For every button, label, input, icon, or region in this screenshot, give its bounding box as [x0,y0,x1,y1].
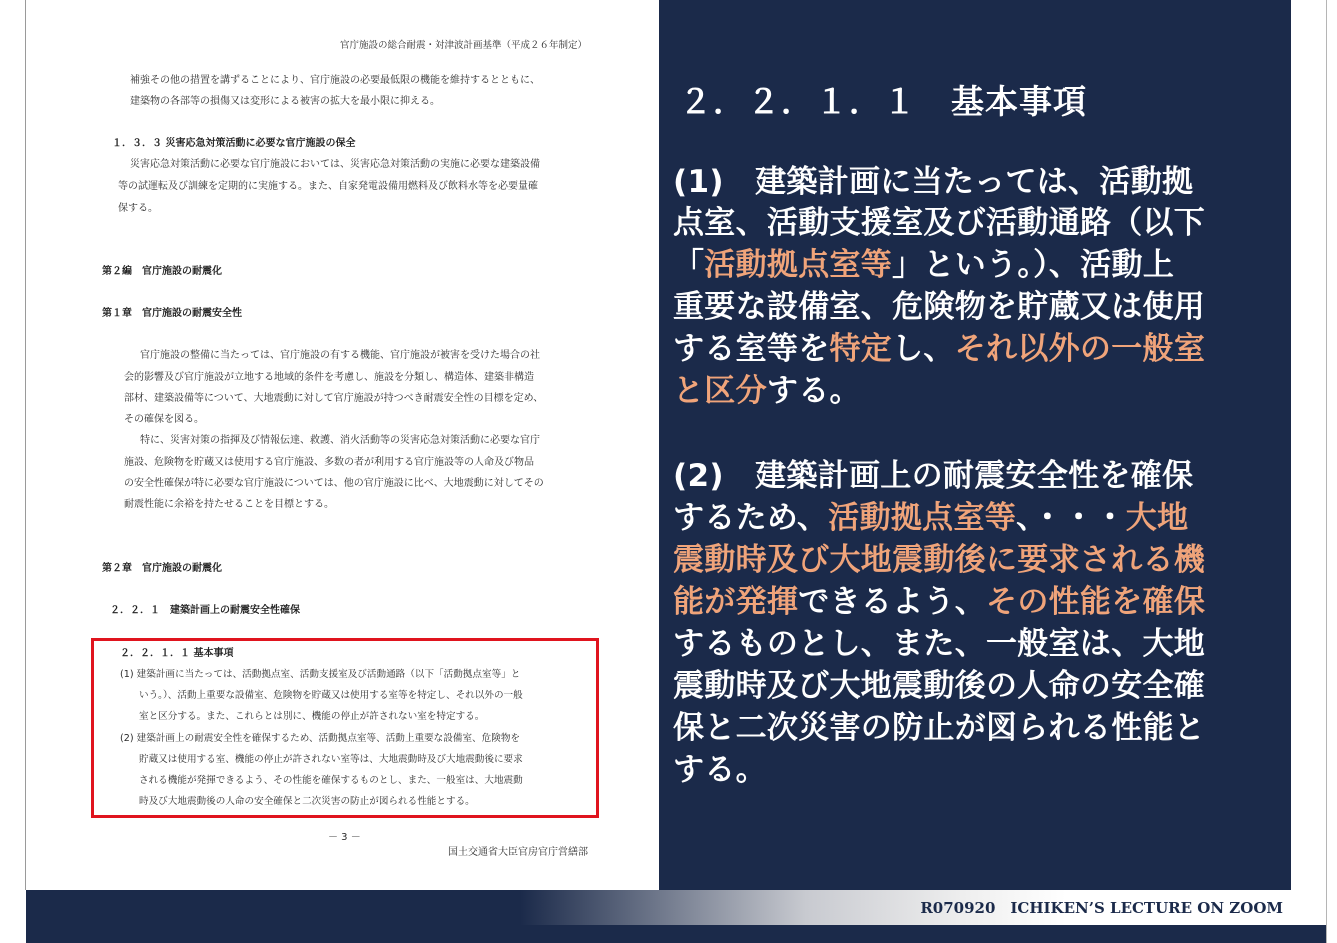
panel-line: 「活動拠点室等」という。）、活動上 [673,247,1175,283]
panel-line: (1) 建築計画に当たっては、活動拠 [673,164,1194,200]
doc-line: 室と区分する。また、これらとは別に、機能の停止が許されない室を特定する。 [139,711,485,722]
doc-line: される機能が発揮できるよう、その性能を確保するものとし、また、一般室は、大地震動 [139,775,523,786]
page-number: － 3 － [328,832,361,843]
doc-subsection-heading: ２．２．１．１ 基本事項 [120,648,234,659]
panel-line: 震動時及び大地震動後の人命の安全確 [673,668,1206,704]
doc-part-heading: 第２編 官庁施設の耐震化 [102,266,222,277]
doc-line: その確保を図る。 [124,414,204,425]
panel-line: するものとし、また、一般室は、大地 [673,626,1206,662]
doc-section-heading: ２．２．１ 建築計画上の耐震安全性確保 [110,605,300,616]
panel-line: 重要な設備室、危険物を貯蔵又は使用 [673,289,1206,325]
highlight-text: それ以外の一般室 [954,331,1206,367]
right-border-line [1326,0,1327,943]
doc-line: 会的影響及び官庁施設が立地する地域的条件を考慮し、施設を分類し、構造体、建築非構造 [124,372,534,383]
doc-line: 保する。 [118,203,158,214]
doc-chapter-heading: 第２章 官庁施設の耐震化 [102,563,222,574]
doc-line: の安全性確保が特に必要な官庁施設については、他の官庁施設に比べ、大地震動に対してその [124,478,544,489]
explanation-panel [659,0,1291,890]
panel-line: する室等を特定し、それ以外の一般室 [673,331,1206,367]
footer-text: R070920 ICHIKEN’S LECTURE ON ZOOM [920,899,1283,917]
doc-publisher: 国土交通省大臣官房官庁営繕部 [448,847,588,858]
doc-line: いう。）、活動上重要な設備室、危険物を貯蔵又は使用する室等を特定し、それ以外の一般 [139,690,523,701]
highlight-text: 大地 [1125,500,1189,536]
doc-line: 施設、危険物を貯蔵又は使用する官庁施設、多数の者が利用する官庁施設等の人命及び物品 [124,457,534,468]
highlight-text: と区分 [673,373,767,409]
doc-section-heading: １．３．３ 災害応急対策活動に必要な官庁施設の保全 [112,138,356,149]
doc-line: 時及び大地震動後の人命の安全確保と二次災害の防止が図られる性能とする。 [139,796,475,807]
doc-line: 部材、建築設備等について、大地震動に対して官庁施設が持つべき耐震安全性の目標を定め、 [124,393,544,404]
doc-line: 官庁施設の整備に当たっては、官庁施設の有する機能、官庁施設が被害を受けた場合の社 [140,350,540,361]
highlight-text: その性能を確保 [986,584,1206,620]
panel-line: 保と二次災害の防止が図られる性能と [673,710,1206,746]
panel-line: と区分する。 [673,373,861,409]
doc-chapter-heading: 第１章 官庁施設の耐震安全性 [102,308,242,319]
doc-line: 耐震性能に余裕を持たせることを目標とする。 [124,499,334,510]
panel-line: (2) 建築計画上の耐震安全性を確保 [673,458,1194,494]
highlight-text: 能が発揮 [673,584,799,620]
doc-line: 等の試運転及び訓練を定期的に実施する。また、自家発電設備用燃料及び飲料水等を必要量確 [118,181,538,192]
highlight-text: 特定 [829,331,893,367]
doc-line: 特に、災害対策の指揮及び情報伝達、救護、消火活動等の災害応急対策活動に必要な官庁 [140,435,540,446]
highlight-text: 活動拠点室等 [704,247,893,283]
doc-line: (2) 建築計画上の耐震安全性を確保するため、活動拠点室等、活動上重要な設備室、危険物を [120,733,521,744]
doc-line: 補強その他の措置を講ずることにより、官庁施設の必要最低限の機能を維持するとともに、 [130,75,540,86]
highlight-box [91,638,599,818]
panel-line: 点室、活動支援室及び活動通路（以下 [673,205,1206,241]
doc-line: (1) 建築計画に当たっては、活動拠点室、活動支援室及び活動通路（以下「活動拠点室等」と [120,669,521,680]
doc-line: 貯蔵又は使用する室、機能の停止が許されない室等は、大地震動時及び大地震動後に要求 [139,754,523,765]
doc-line: 災害応急対策活動に必要な官庁施設においては、災害応急対策活動の実施に必要な建築設備 [130,159,540,170]
footer-band [26,925,1326,943]
panel-title: ２．２．１．１ 基本事項 [679,82,1087,121]
panel-line: するため、活動拠点室等、・・・大地 [673,500,1189,536]
highlight-text: 活動拠点室等 [828,500,1017,536]
panel-line: 能が発揮できるよう、その性能を確保 [673,584,1206,620]
doc-line: 建築物の各部等の損傷又は変形による被害の拡大を最小限に抑える。 [130,96,440,107]
doc-running-header: 官庁施設の総合耐震・対津波計画基準（平成２６年制定） [340,40,588,51]
panel-line: 震動時及び大地震動後に要求される機 [673,542,1206,578]
panel-line: する。 [673,752,767,788]
